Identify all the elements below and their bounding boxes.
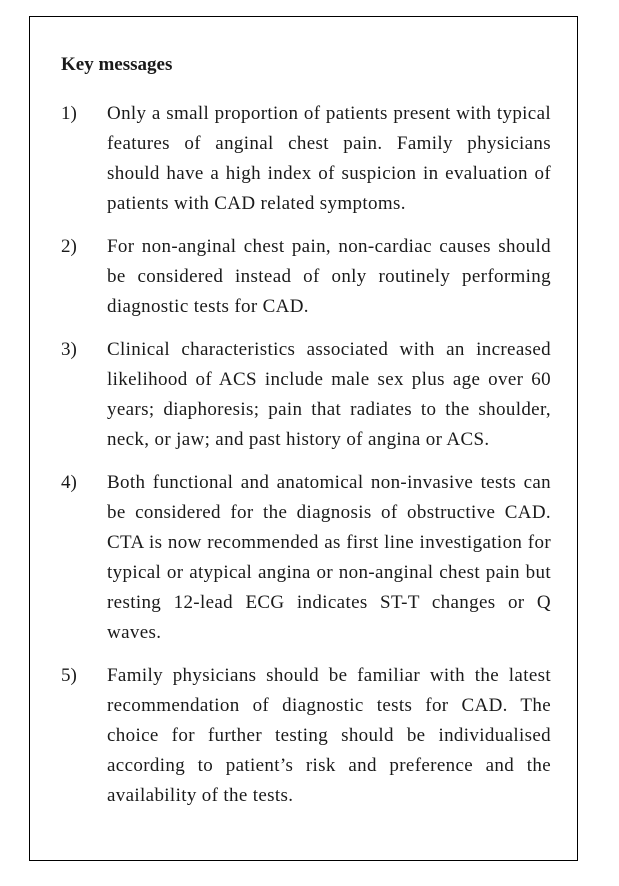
item-text: Clinical characteristics associated with an increased likelihood of ACS include male sex plus age over 60 years; diaphoresis; pain that radiates to the shoulder, neck, or jaw; and past history of angina or ACS. (107, 339, 551, 450)
item-text: Both functional and anatomical non-invasive tests can be considered for the diagnosis of obstructive CAD. CTA is now recommended as first line investigation for typical or atypical angina or non-anginal chest pain but resting 12-lead ECG indicates ST-T changes or Q waves. (107, 472, 551, 643)
item-number: 5) (61, 665, 77, 686)
list-item (61, 232, 551, 322)
list-item (61, 468, 551, 648)
item-number: 4) (61, 472, 77, 493)
item-text: Family physicians should be familiar with the latest recommendation of diagnostic tests for CAD. The choice for further testing should be individualised according to patient’s risk and preference and the availability of the tests. (107, 665, 551, 806)
key-messages-list (61, 99, 551, 811)
key-messages-box (29, 16, 578, 861)
item-number: 1) (61, 103, 77, 124)
box-title: Key messages (61, 54, 173, 75)
list-item (61, 99, 551, 219)
item-number: 2) (61, 236, 77, 257)
item-text: Only a small proportion of patients present with typical features of anginal chest pain. Family physicians should have a high index of suspicion in evaluation of patients with CAD related symptoms. (107, 103, 551, 214)
item-number: 3) (61, 339, 77, 360)
list-item (61, 335, 551, 455)
item-text: For non-anginal chest pain, non-cardiac causes should be considered instead of only routinely performing diagnostic tests for CAD. (107, 236, 551, 317)
list-item (61, 661, 551, 811)
